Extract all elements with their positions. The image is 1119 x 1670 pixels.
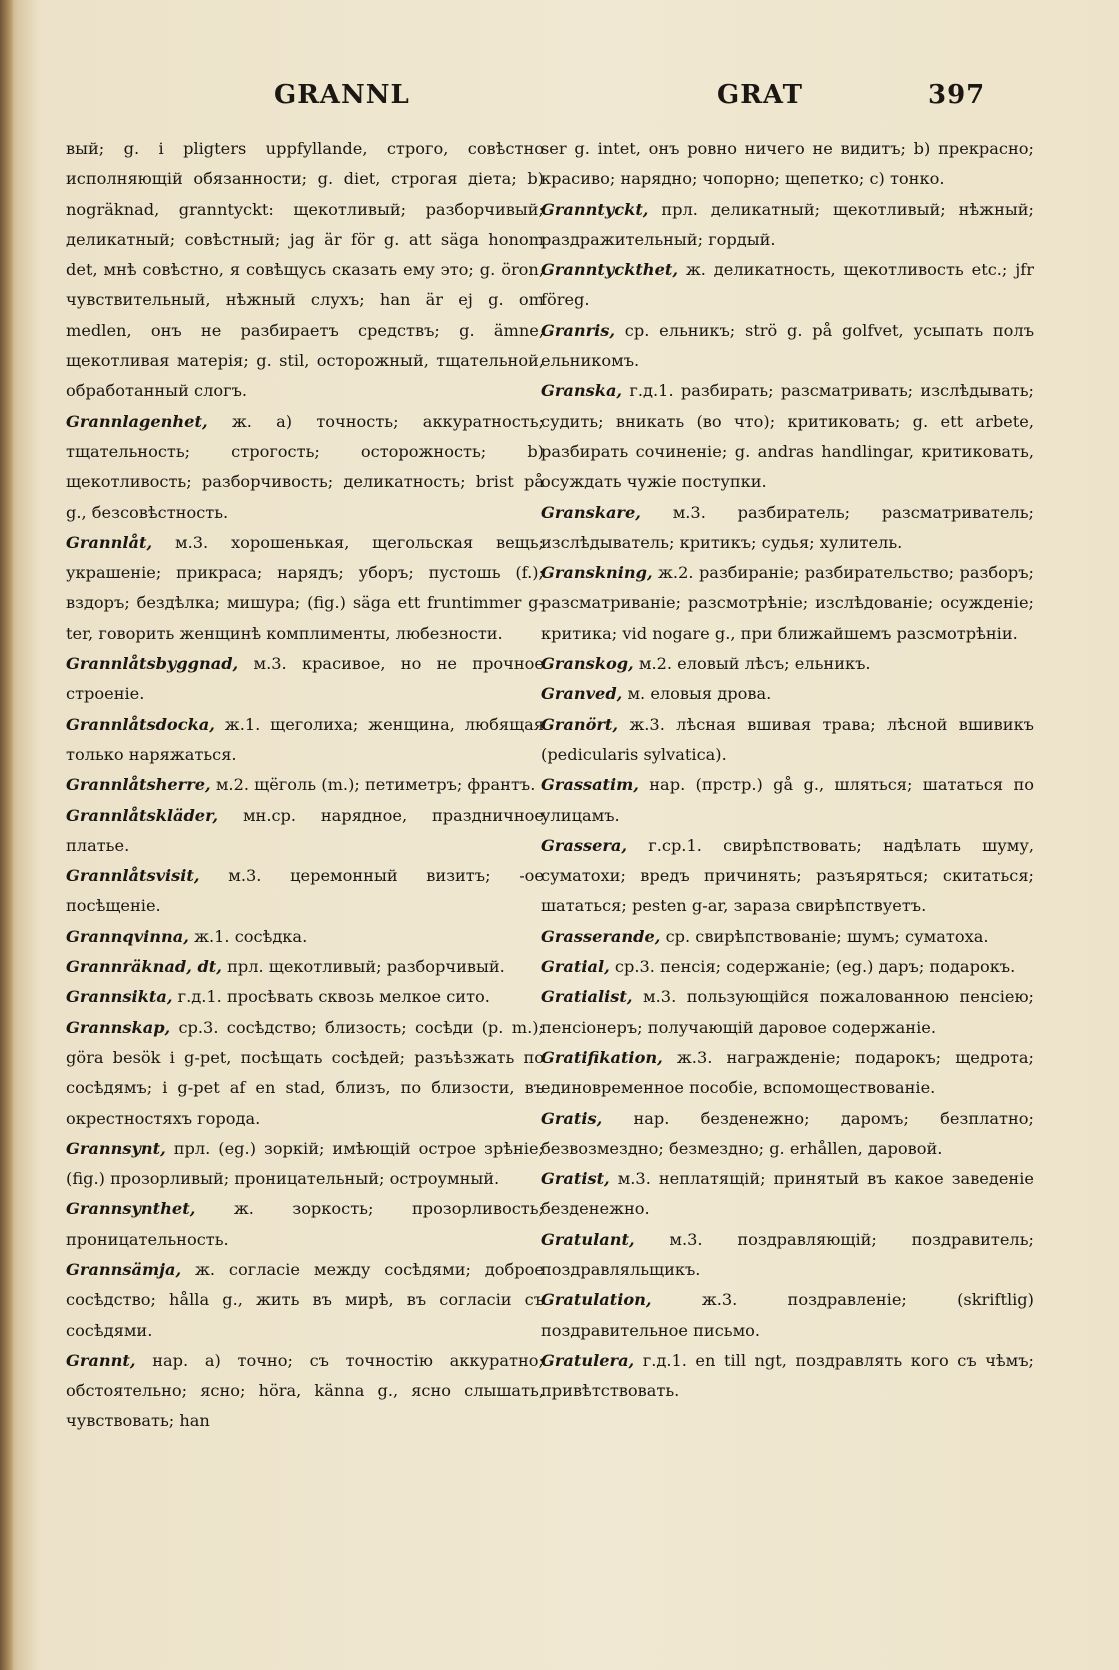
entry-definition: ж. деликатность, щекотливость etc.; jfr föreg. [541, 260, 1035, 310]
entry-headword: Grannskap, [66, 1017, 171, 1037]
entry-definition: прл. (eg.) зоркій; имѣющій острое зрѣніе; (fig.) прозорливый; проницательный; остроумный. [66, 1138, 544, 1189]
dictionary-entry [541, 831, 1034, 922]
dictionary-entry [541, 679, 1034, 709]
entry-headword: Grannsynthet, [66, 1199, 196, 1219]
dictionary-entry [541, 1225, 1034, 1286]
entry-definition: нар. безденежно; даромъ; безплатно; безвозмездно; безмездно; g. erhållen, даровой. [541, 1108, 1034, 1158]
entry-headword: Granört, [541, 714, 619, 734]
entry-definition: м. еловыя дрова. [627, 684, 772, 704]
entry-definition: м.3. разбиратель; разсматриватель; изслѣдыватель; критикъ; судья; хулитель. [541, 502, 1034, 552]
entry-headword: Grannsikta, [66, 987, 173, 1007]
entry-headword: Grannräknad, dt, [66, 957, 222, 977]
entry-definition: м.2. щёголь (m.); петиметръ; франтъ. [215, 775, 536, 795]
entry-headword: Grannlåtsbyggnad, [66, 654, 239, 674]
page-number: 397 [928, 80, 986, 110]
entry-headword: Grannlagenhet, [66, 411, 208, 431]
dictionary-entry [541, 316, 1034, 377]
entry-headword: Grannsämja, [66, 1259, 182, 1279]
dictionary-entry [541, 952, 1034, 982]
dictionary-entry [541, 922, 1034, 952]
dictionary-entry [541, 1285, 1034, 1346]
entry-definition: прл. деликатный; щекотливый; нѣжный; раздражительный; гордый. [541, 199, 1034, 249]
entry-definition: ж.3. лѣсная вшивая трава; лѣсной вшивикъ (pedicularis sylvatica). [541, 714, 1034, 764]
right-column [541, 134, 1034, 1406]
dictionary-entry [541, 195, 1034, 256]
entry-headword: Gratialist, [541, 987, 633, 1007]
entry-headword: Grannlåtsvisit, [66, 866, 200, 886]
left-column [66, 134, 544, 1437]
dictionary-entry [66, 801, 544, 862]
dictionary-entry [541, 376, 1034, 497]
entry-headword: Granska, [541, 381, 623, 401]
entry-definition: нар. а) точно; съ точностію аккуратно; обстоятельно; ясно; höra, känna g., ясно слышать, чувствовать; han [66, 1350, 544, 1431]
entry-headword: Grannlåtsherre, [66, 775, 211, 795]
entry-headword: Grannlåtskläder, [66, 805, 219, 825]
dictionary-entry [66, 861, 544, 922]
entry-definition: ср.3. сосѣдство; близость; сосѣди (p. m.); göra besök i g-pet, посѣщать сосѣдей; разъѣзжать по сосѣдямъ; i g-pet af en stad, близъ, по близости, въ окрестностяхъ города. [66, 1017, 544, 1128]
entry-headword: Gratulera, [541, 1350, 635, 1370]
dictionary-entry [541, 1043, 1034, 1104]
dictionary-entry [541, 982, 1034, 1043]
running-header [40, 80, 1090, 120]
entry-definition: ж. зоркость; прозорливость; проницательность. [66, 1199, 544, 1249]
dictionary-entry [541, 1164, 1034, 1225]
entry-definition: ж.3. поздравленіе; (skriftlig) поздравительное письмо. [541, 1290, 1034, 1340]
dictionary-entry [66, 1255, 544, 1346]
entry-definition: г.д.1. en till ngt, поздравлять кого съ чѣмъ; привѣтствовать. [541, 1350, 1034, 1401]
entry-headword: Grassera, [541, 835, 628, 855]
entry-headword: Granved, [541, 684, 623, 704]
dictionary-entry [66, 134, 544, 407]
entry-headword: Grannlåt, [66, 532, 153, 552]
entry-definition: ж.1. щеголиха; женщина, любящая только наряжаться. [66, 714, 544, 764]
entry-definition: ser g. intet, онъ ровно ничего не видитъ; b) прекрасно; красиво; нарядно; чопорно; щепетко; c) тонко. [541, 139, 1034, 189]
dictionary-entry [66, 649, 544, 710]
entry-definition: вый; g. i pligters uppfyllande, строго, совѣстно исполняющій обязанности; g. diet, строгая діета; b) nogräknad, granntyckt: щекотливый; разборчивый; деликатный; совѣстный; jag är för g. att säga honom det, мнѣ совѣстно, я совѣщусь сказать ему это; g. öron, чувствительный, нѣжный слухъ; han är ej g. om medlen, онъ не разбираетъ средствъ; g. ämne, щекотливая матерія; g. stil, осторожный, тщательной, обработанный слогъ. [66, 139, 544, 401]
entry-headword: Granskog, [541, 654, 634, 674]
entry-definition: мн.ср. нарядное, праздничное платье. [66, 805, 544, 855]
entry-definition: ж.3. награжденіе; подарокъ; щедрота; единовременное пособіе, вспомоществованіе. [541, 1047, 1034, 1098]
entry-headword: Granntyckt, [541, 199, 649, 219]
dictionary-entry [541, 1346, 1034, 1407]
entry-definition: м.3. церемонный визитъ; -ое посѣщеніе. [66, 866, 544, 916]
entry-headword: Grannlåtsdocka, [66, 714, 215, 734]
entry-definition: ср.3. пенсія; содержаніе; (eg.) даръ; подарокъ. [614, 957, 1016, 977]
entry-headword: Grannqvinna, [66, 926, 189, 946]
entry-definition: г.д.1. просѣвать сквозь мелкое сито. [177, 987, 490, 1007]
entry-headword: Gratial, [541, 957, 610, 977]
entry-headword: Gratulation, [541, 1290, 652, 1310]
entry-headword: Grasserande, [541, 926, 661, 946]
dictionary-entry [541, 498, 1034, 559]
dictionary-entry [541, 1104, 1034, 1165]
dictionary-entry [66, 407, 544, 528]
entry-definition: г.д.1. разбирать; разсматривать; изслѣдывать; судить; вникать (во что); критиковать; g. ett arbete, разбирать сочиненіе; g. andras handlingar, критиковать, осуждать чужіе поступки. [541, 381, 1034, 492]
entry-headword: Granris, [541, 320, 616, 340]
dictionary-entry [66, 982, 544, 1012]
dictionary-entry [66, 770, 544, 800]
entry-headword: Gratulant, [541, 1229, 635, 1249]
entry-definition: м.2. еловый лѣсъ; ельникъ. [638, 654, 871, 674]
entry-headword: Gratist, [541, 1169, 610, 1189]
entry-definition: ср. свирѣпствованіе; шумъ; суматоха. [665, 926, 989, 946]
entry-headword: Granskning, [541, 563, 653, 583]
entry-definition: м.3. пользующійся пожалованною пенсіею; пенсіонеръ; получающій даровое содержаніе. [541, 987, 1034, 1037]
dictionary-entry [541, 558, 1034, 649]
dictionary-entry [66, 1134, 544, 1195]
entry-headword: Gratifikation, [541, 1047, 663, 1067]
dictionary-entry [66, 1013, 544, 1134]
dictionary-entry [541, 710, 1034, 771]
dictionary-entry [541, 770, 1034, 831]
dictionary-entry [66, 922, 544, 952]
dictionary-entry [66, 1194, 544, 1255]
entry-definition: прл. щекотливый; разборчивый. [227, 957, 505, 977]
entry-definition: нар. (прстр.) gå g., шляться; шататься по улицамъ. [541, 775, 1034, 825]
entry-definition: ж. согласіе между сосѣдями; доброе сосѣдство; hålla g., жить въ мирѣ, въ согласіи съ сосѣдями. [66, 1259, 544, 1340]
entry-headword: Grassatim, [541, 775, 639, 795]
dictionary-entry [66, 710, 544, 771]
entry-definition: м.3. красивое, но не прочное строеніе. [66, 654, 544, 704]
dictionary-entry [541, 255, 1034, 316]
entry-headword: Grannsynt, [66, 1138, 166, 1158]
dictionary-entry [66, 1346, 544, 1437]
dictionary-entry [541, 649, 1034, 679]
entry-definition: м.3. хорошенькая, щегольская вещь; украшеніе; прикраса; нарядъ; уборъ; пустошь (f.); вздоръ; бездѣлка; мишура; (fig.) säga ett fruntimmer g-ter, говорить женщинѣ комплименты, любезности. [66, 532, 544, 643]
header-right-guide-word: GRAT [717, 80, 803, 110]
entry-headword: Gratis, [541, 1108, 603, 1128]
entry-headword: Granntyckthet, [541, 260, 678, 280]
entry-headword: Grannt, [66, 1350, 136, 1370]
entry-definition: ж.1. сосѣдка. [194, 926, 308, 946]
entry-headword: Granskare, [541, 502, 641, 522]
dictionary-entry [66, 952, 544, 982]
entry-definition: м.3. поздравляющій; поздравитель; поздравляльщикъ. [541, 1229, 1034, 1279]
entry-definition: ср. ельникъ; strö g. på golfvet, усыпать полъ ельникомъ. [541, 320, 1034, 371]
dictionary-entry [541, 134, 1034, 195]
entry-definition: м.3. неплатящій; принятый въ какое заведеніе безденежно. [541, 1169, 1034, 1219]
dictionary-entry [66, 528, 544, 649]
book-spine-shadow [0, 0, 14, 1670]
entry-definition: г.ср.1. свирѣпствовать; надѣлать шуму, суматохи; вредъ причинять; разъяряться; скитаться; шататься; pesten g-ar, зараза свирѣпствуетъ. [541, 835, 1034, 916]
entry-definition: ж.2. разбираніе; разбирательство; разборъ; разсматриваніе; разсмотрѣніе; изслѣдованіе; осужденіе; критика; vid nogare g., при ближайшемъ разсмотрѣніи. [541, 563, 1034, 643]
header-left-guide-word: GRANNL [274, 80, 410, 110]
entry-definition: ж. а) точность; аккуратность; тщательность; строгость; осторожность; b) щекотливость; разборчивость; деликатность; brist på g., безсовѣстность. [66, 411, 544, 522]
